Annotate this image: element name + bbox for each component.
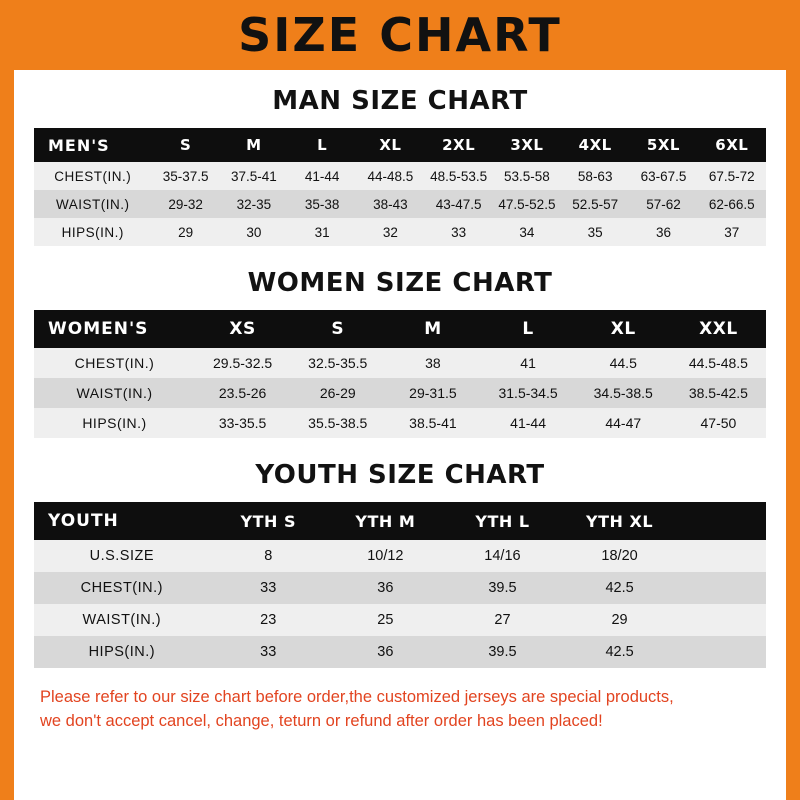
cell: 47.5-52.5 [493, 190, 561, 218]
page-title: SIZE CHART [238, 8, 562, 62]
header-cell: L [288, 128, 356, 162]
cell: 32-35 [220, 190, 288, 218]
cell: 29.5-32.5 [195, 348, 290, 378]
cell: 29 [561, 604, 678, 636]
cell: 37 [698, 218, 766, 246]
cell: 34.5-38.5 [576, 378, 671, 408]
table-row [34, 218, 766, 246]
cell: 31.5-34.5 [481, 378, 576, 408]
cell: 35-38 [288, 190, 356, 218]
cell: 29 [151, 218, 219, 246]
cell: 36 [629, 218, 697, 246]
header-cell: 5XL [629, 128, 697, 162]
cell: 42.5 [561, 636, 678, 668]
cell: 33-35.5 [195, 408, 290, 438]
cell: 39.5 [444, 572, 561, 604]
cell: 44-48.5 [356, 162, 424, 190]
table-row [34, 348, 766, 378]
header-cell: S [151, 128, 219, 162]
cell: 57-62 [629, 190, 697, 218]
cell: 33 [425, 218, 493, 246]
header-cell: 2XL [425, 128, 493, 162]
row-label: HIPS(IN.) [34, 218, 151, 246]
header-cell: YTH M [327, 502, 444, 540]
cell: 8 [210, 540, 327, 572]
cell: 23 [210, 604, 327, 636]
cell: 37.5-41 [220, 162, 288, 190]
header-cell: XL [356, 128, 424, 162]
header-cell: 6XL [698, 128, 766, 162]
women-size-table [34, 310, 766, 438]
cell: 42.5 [561, 572, 678, 604]
cell: 35 [561, 218, 629, 246]
cell: 41 [481, 348, 576, 378]
row-label: WAIST(IN.) [34, 378, 195, 408]
cell: 38 [385, 348, 480, 378]
table-row [34, 190, 766, 218]
table-header-row [34, 502, 766, 540]
cell: 36 [327, 636, 444, 668]
row-label: HIPS(IN.) [34, 408, 195, 438]
cell: 44-47 [576, 408, 671, 438]
row-label: WAIST(IN.) [34, 190, 151, 218]
cell: 35-37.5 [151, 162, 219, 190]
header-cell: M [385, 310, 480, 348]
header-cell: YOUTH [34, 502, 210, 540]
youth-size-table [34, 502, 766, 668]
cell: 29-32 [151, 190, 219, 218]
cell-empty [678, 572, 766, 604]
table-row [34, 408, 766, 438]
cell: 23.5-26 [195, 378, 290, 408]
cell: 33 [210, 572, 327, 604]
header-cell: YTH L [444, 502, 561, 540]
cell: 34 [493, 218, 561, 246]
men-section-title: MAN SIZE CHART [272, 86, 528, 116]
header-cell: XXL [671, 310, 766, 348]
table-header-row [34, 310, 766, 348]
header-cell: XS [195, 310, 290, 348]
header-cell: YTH S [210, 502, 327, 540]
cell: 48.5-53.5 [425, 162, 493, 190]
table-header-row [34, 128, 766, 162]
youth-section-title: YOUTH SIZE CHART [255, 460, 545, 490]
cell: 58-63 [561, 162, 629, 190]
row-label: U.S.SIZE [34, 540, 210, 572]
row-label: WAIST(IN.) [34, 604, 210, 636]
table-row [34, 636, 766, 668]
header-cell: M [220, 128, 288, 162]
cell: 39.5 [444, 636, 561, 668]
cell: 41-44 [481, 408, 576, 438]
cell: 31 [288, 218, 356, 246]
cell: 62-66.5 [698, 190, 766, 218]
cell: 47-50 [671, 408, 766, 438]
cell: 52.5-57 [561, 190, 629, 218]
cell: 32.5-35.5 [290, 348, 385, 378]
cell: 41-44 [288, 162, 356, 190]
cell: 44.5 [576, 348, 671, 378]
header-cell: MEN'S [34, 128, 151, 162]
cell: 43-47.5 [425, 190, 493, 218]
cell-empty [678, 636, 766, 668]
cell: 26-29 [290, 378, 385, 408]
header-cell-empty [678, 502, 766, 540]
table-row [34, 604, 766, 636]
cell: 10/12 [327, 540, 444, 572]
cell: 18/20 [561, 540, 678, 572]
header-cell: 4XL [561, 128, 629, 162]
cell: 30 [220, 218, 288, 246]
cell: 53.5-58 [493, 162, 561, 190]
cell: 67.5-72 [698, 162, 766, 190]
cell: 32 [356, 218, 424, 246]
footer-note [34, 686, 766, 734]
row-label: HIPS(IN.) [34, 636, 210, 668]
women-section-title: WOMEN SIZE CHART [247, 268, 553, 298]
row-label: CHEST(IN.) [34, 348, 195, 378]
row-label: CHEST(IN.) [34, 162, 151, 190]
header-cell: WOMEN'S [34, 310, 195, 348]
cell-empty [678, 604, 766, 636]
row-label: CHEST(IN.) [34, 572, 210, 604]
cell: 38.5-41 [385, 408, 480, 438]
cell: 33 [210, 636, 327, 668]
cell: 44.5-48.5 [671, 348, 766, 378]
table-row [34, 572, 766, 604]
footer-line-1: Please refer to our size chart before order,the customized jerseys are special products, [40, 688, 674, 706]
men-size-table [34, 128, 766, 246]
header-cell: 3XL [493, 128, 561, 162]
cell: 14/16 [444, 540, 561, 572]
footer-line-2: we don't accept cancel, change, teturn or refund after order has been placed! [40, 711, 603, 730]
table-row [34, 540, 766, 572]
table-row [34, 162, 766, 190]
cell: 38.5-42.5 [671, 378, 766, 408]
cell: 25 [327, 604, 444, 636]
header-cell: S [290, 310, 385, 348]
header-cell: L [481, 310, 576, 348]
cell: 36 [327, 572, 444, 604]
cell-empty [678, 540, 766, 572]
cell: 27 [444, 604, 561, 636]
cell: 38-43 [356, 190, 424, 218]
chart-content [14, 86, 786, 734]
page-banner [0, 0, 800, 70]
table-row [34, 378, 766, 408]
header-cell: YTH XL [561, 502, 678, 540]
header-cell: XL [576, 310, 671, 348]
cell: 29-31.5 [385, 378, 480, 408]
cell: 63-67.5 [629, 162, 697, 190]
cell: 35.5-38.5 [290, 408, 385, 438]
